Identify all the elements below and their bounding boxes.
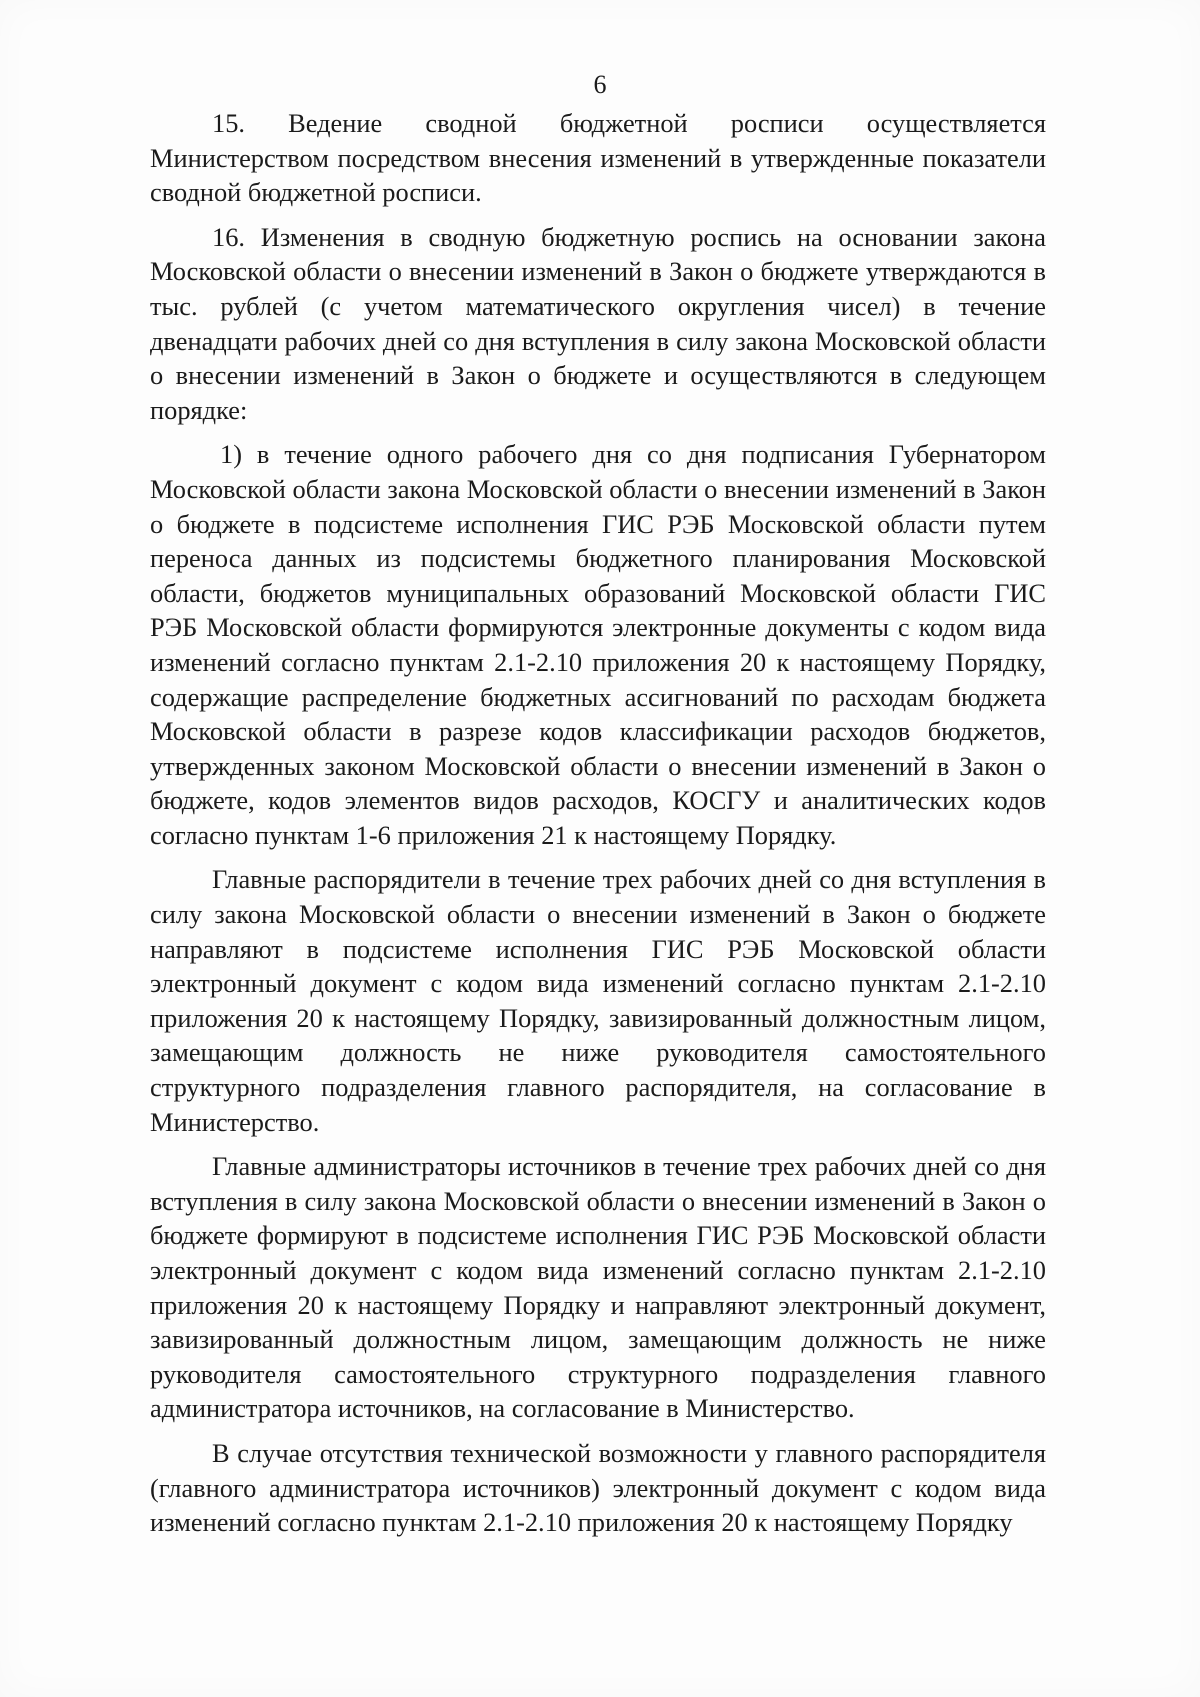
document-body	[150, 106, 1046, 1540]
paragraph-source-administrators: Главные администраторы источников в течение трех рабочих дней со дня вступления в силу закона Московской области о внесении изменений в Закон о бюджете формируют в подсистеме исполнения ГИС РЭБ Московской области электронный документ с кодом вида изменений согласно пунктам 2.1-2.10 приложения 20 к настоящему Порядку и направляют электронный документ, завизированный должностным лицом, замещающим должность не ниже руководителя самостоятельного структурного подразделения главного администратора источников, на согласование в Министерство.	[150, 1151, 1046, 1424]
page-number: 6	[593, 70, 607, 99]
paragraph-15: 15. Ведение сводной бюджетной росписи осуществляется Министерством посредством внесения изменений в утвержденные показатели сводной бюджетной росписи.	[150, 108, 1046, 208]
paragraph-main-managers: Главные распорядители в течение трех рабочих дней со дня вступления в силу закона Московской области о внесении изменений в Закон о бюджете направляют в подсистеме исполнения ГИС РЭБ Московской области электронный документ с кодом вида изменений согласно пунктам 2.1-2.10 приложения 20 к настоящему Порядку, завизированный должностным лицом, замещающим должность не ниже руководителя самостоятельного структурного подразделения главного распорядителя, на согласование в Министерство.	[150, 864, 1046, 1137]
paragraph-16: 16. Изменения в сводную бюджетную роспись на основании закона Московской области о внесении изменений в Закон о бюджете утверждаются в тыс. рублей (с учетом математического округления чисел) в течение двенадцати рабочих дней со дня вступления в силу закона Московской области о внесении изменений в Закон о бюджете и осуществляются в следующем порядке:	[150, 221, 1046, 425]
subparagraph-1: 1) в течение одного рабочего дня со дня подписания Губернатором Московской области закона Московской области о внесении изменений в Закон о бюджете в подсистеме исполнения ГИС РЭБ Московской области путем переноса данных из подсистемы бюджетного планирования Московской области, бюджетов муниципальных образований Московской области ГИС РЭБ Московской области формируются электронные документы с кодом вида изменений согласно пунктам 2.1-2.10 приложения 20 к настоящему Порядку, содержащие распределение бюджетных ассигнований по расходам бюджета Московской области в разрезе кодов классификации расходов бюджетов, утвержденных законом Московской области о внесении изменений в Закон о бюджете, кодов элементов видов расходов, КОСГУ и аналитических кодов согласно пунктам 1-6 приложения 21 к настоящему Порядку.	[150, 439, 1046, 850]
paragraph-no-technical-capability: В случае отсутствия технической возможности у главного распорядителя (главного администратора источников) электронный документ с кодом вида изменений согласно пунктам 2.1-2.10 приложения 20 к настоящему Порядку	[150, 1437, 1046, 1538]
